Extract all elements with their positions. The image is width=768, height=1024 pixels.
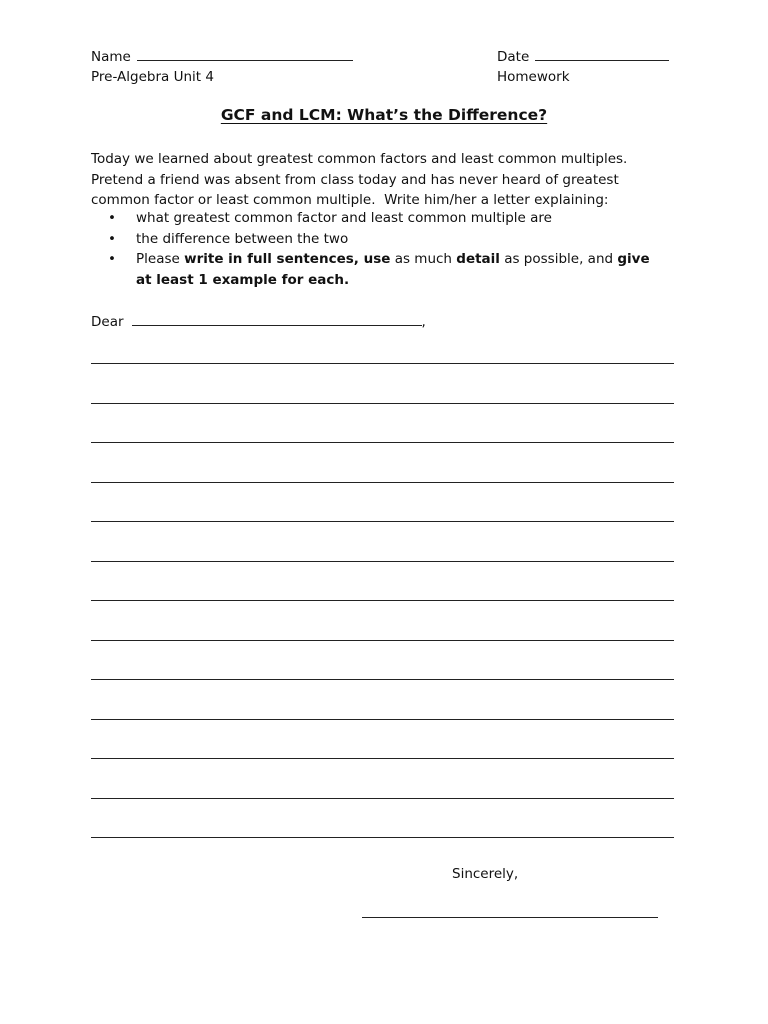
list-item bbox=[108, 249, 666, 290]
recipient-blank[interactable] bbox=[132, 312, 422, 326]
page-title bbox=[0, 106, 768, 124]
name-blank[interactable] bbox=[137, 47, 353, 61]
list-item-text: as possible, and bbox=[499, 251, 618, 267]
writing-line[interactable] bbox=[91, 561, 674, 562]
list-item bbox=[108, 208, 688, 229]
assignment-type: Homework bbox=[497, 69, 570, 85]
closing-text: Sincerely, bbox=[452, 866, 519, 882]
list-item bbox=[108, 229, 688, 250]
emphasis-text: give at least 1 example for each. bbox=[136, 251, 650, 288]
salutation-row bbox=[91, 312, 426, 331]
requirements-list bbox=[108, 208, 688, 290]
writing-line[interactable] bbox=[91, 482, 674, 483]
writing-line[interactable] bbox=[91, 640, 674, 641]
emphasis-text: write in full sentences, use bbox=[184, 251, 391, 267]
salutation-comma: , bbox=[421, 314, 426, 330]
list-item-text: what greatest common factor and least common multiple are bbox=[136, 210, 552, 226]
bullet-icon: • bbox=[108, 210, 116, 226]
instructions-line-1: Today we learned about greatest common factors and least common multiples. bbox=[91, 151, 628, 167]
date-blank[interactable] bbox=[535, 47, 669, 61]
writing-line[interactable] bbox=[91, 679, 674, 680]
salutation-label: Dear bbox=[91, 314, 124, 330]
page-title-text: GCF and LCM: What’s the Difference? bbox=[220, 106, 548, 124]
list-item-text: as much bbox=[390, 251, 457, 267]
bullet-icon: • bbox=[108, 251, 116, 267]
writing-line[interactable] bbox=[91, 798, 674, 799]
bullet-icon: • bbox=[108, 230, 116, 247]
date-label: Date bbox=[497, 49, 530, 65]
writing-line[interactable] bbox=[91, 719, 674, 720]
date-field-row bbox=[497, 47, 669, 66]
course-label: Pre-Algebra Unit 4 bbox=[91, 69, 214, 85]
writing-line[interactable] bbox=[91, 837, 674, 838]
instructions-line-2: Pretend a friend was absent from class today and has never heard of greatest bbox=[91, 171, 619, 188]
writing-line[interactable] bbox=[91, 363, 674, 364]
instructions-line-3: common factor or least common multiple. Write him/her a letter explaining: bbox=[91, 192, 609, 208]
writing-line[interactable] bbox=[91, 600, 674, 601]
emphasis-text: detail bbox=[456, 251, 500, 267]
name-field-row bbox=[91, 47, 353, 66]
name-label: Name bbox=[91, 49, 131, 65]
writing-line[interactable] bbox=[91, 403, 674, 404]
writing-line[interactable] bbox=[91, 442, 674, 443]
writing-line[interactable] bbox=[91, 521, 674, 522]
signature-line[interactable] bbox=[362, 917, 658, 918]
instructions-paragraph bbox=[91, 149, 691, 211]
list-item-text: Please bbox=[136, 251, 185, 267]
writing-line[interactable] bbox=[91, 758, 674, 759]
list-item-text: the difference between the two bbox=[136, 230, 349, 247]
